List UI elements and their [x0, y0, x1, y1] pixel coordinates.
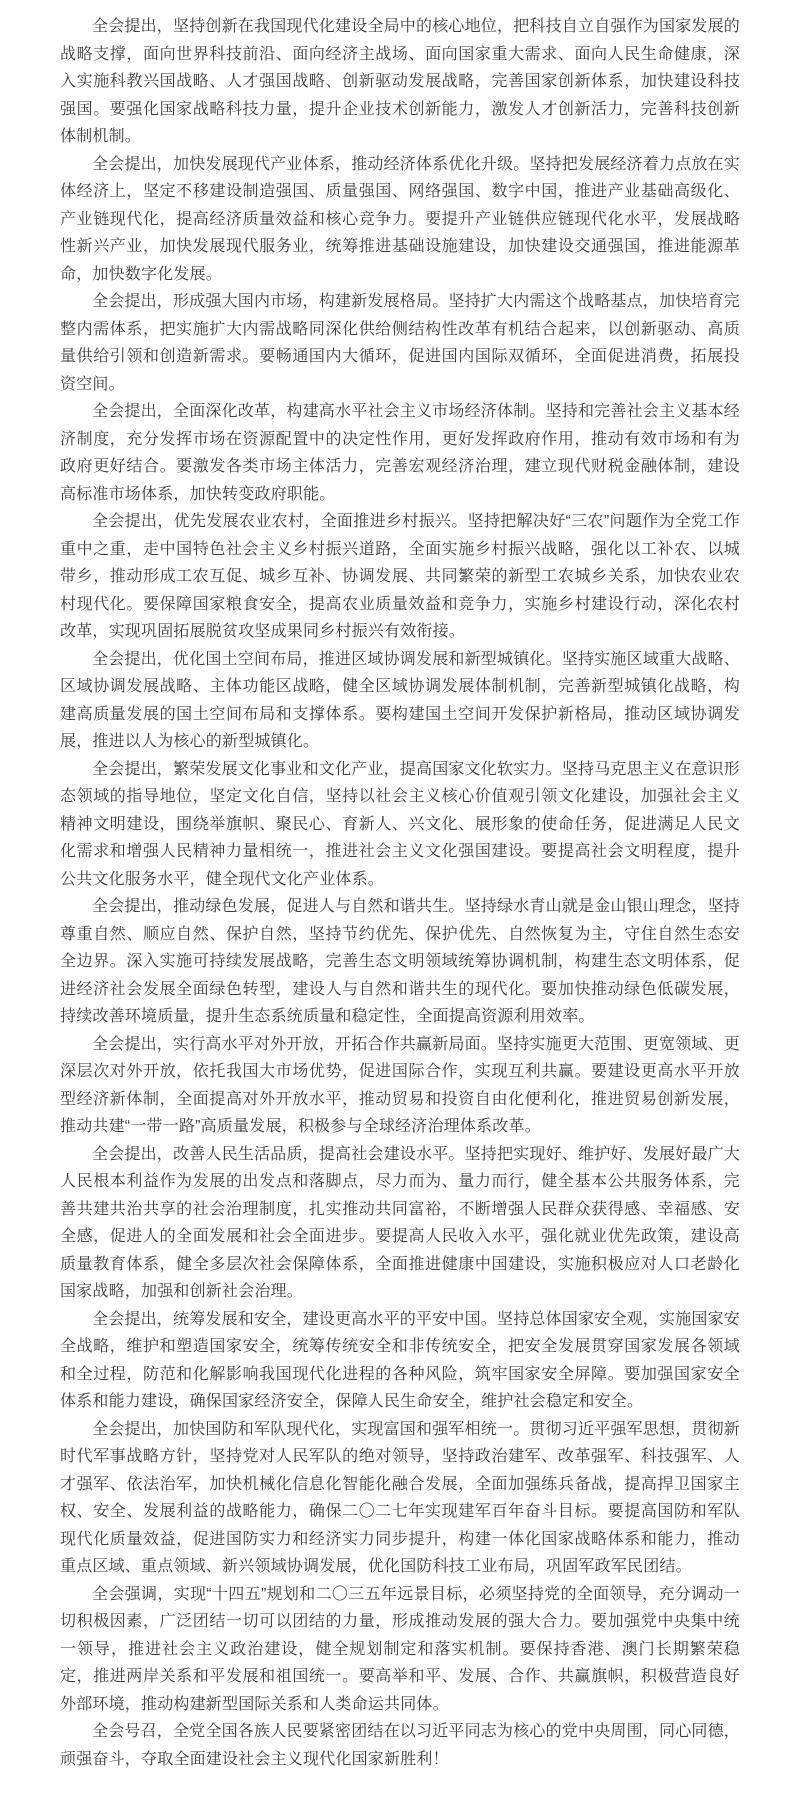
paragraph: 全会提出，实行高水平对外开放，开拓合作共赢新局面。坚持实施更大范围、更宽领域、更深层次对外开放，依托我国大市场优势，促进国际合作，实现互利共赢。要建设更高水平开放型经济新体制，全面提高对外开放水平，推动贸易和投资自由化便利化，推进贸易创新发展，推动共建“一带一路”高质量发展，积极参与全球经济治理体系改革。	[60, 1035, 741, 1135]
paragraph: 全会提出，坚持创新在我国现代化建设全局中的核心地位，把科技自立自强作为国家发展的战略支撑，面向世界科技前沿、面向经济主战场、面向国家重大需求、面向人民生命健康，深入实施科教兴国战略、人才强国战略、创新驱动发展战略，完善国家创新体系，加快建设科技强国。要强化国家战略科技力量，提升企业技术创新能力，激发人才创新活力，完善科技创新体制机制。	[60, 18, 741, 145]
paragraph: 全会提出，推动绿色发展，促进人与自然和谐共生。坚持绿水青山就是金山银山理念，坚持尊重自然、顺应自然、保护自然，坚持节约优先、保护优先、自然恢复为主，守住自然生态安全边界。深入实施可持续发展战略，完善生态文明领域统筹协调机制，构建生态文明体系，促进经济社会发展全面绿色转型，建设人与自然和谐共生的现代化。要加快推动绿色低碳发展，持续改善环境质量，提升生态系统质量和稳定性，全面提高资源利用效率。	[60, 898, 741, 1025]
paragraph: 全会提出，加快国防和军队现代化，实现富国和强军相统一。贯彻习近平强军思想，贯彻新时代军事战略方针，坚持党对人民军队的绝对领导，坚持政治建军、改革强军、科技强军、人才强军、依法治军，加快机械化信息化智能化融合发展，全面加强练兵备战，提高捍卫国家主权、安全、发展利益的战略能力，确保二〇二七年实现建军百年奋斗目标。要提高国防和军队现代化质量效益，促进国防实力和经济实力同步提升，构建一体化国家战略体系和能力，推动重点区域、重点领域、新兴领域协调发展，优化国防科技工业布局，巩固军政军民团结。	[60, 1420, 741, 1575]
paragraph: 全会提出，优化国土空间布局，推进区域协调发展和新型城镇化。坚持实施区域重大战略、区域协调发展战略、主体功能区战略，健全区域协调发展体制机制，完善新型城镇化战略，构建高质量发展的国土空间布局和支撑体系。要构建国土空间开发保护新格局，推动区域协调发展，推进以人为核心的新型城镇化。	[60, 650, 741, 750]
paragraph: 全会提出，改善人民生活品质，提高社会建设水平。坚持把实现好、维护好、发展好最广大人民根本利益作为发展的出发点和落脚点，尽力而为、量力而行，健全基本公共服务体系，完善共建共治共享的社会治理制度，扎实推动共同富裕，不断增强人民群众获得感、幸福感、安全感，促进人的全面发展和社会全面进步。要提高人民收入水平，强化就业优先政策，建设高质量教育体系，健全多层次社会保障体系，全面推进健康中国建设，实施积极应对人口老龄化国家战略，加强和创新社会治理。	[60, 1145, 741, 1300]
paragraph: 全会提出，形成强大国内市场，构建新发展格局。坚持扩大内需这个战略基点，加快培育完整内需体系，把实施扩大内需战略同深化供给侧结构性改革有机结合起来，以创新驱动、高质量供给引领和创造新需求。要畅通国内大循环，促进国内国际双循环，全面促进消费，拓展投资空间。	[60, 293, 741, 393]
paragraph: 全会提出，全面深化改革，构建高水平社会主义市场经济体制。坚持和完善社会主义基本经济制度，充分发挥市场在资源配置中的决定性作用，更好发挥政府作用，推动有效市场和有为政府更好结合。要激发各类市场主体活力，完善宏观经济治理，建立现代财税金融体制，建设高标准市场体系，加快转变政府职能。	[60, 403, 741, 503]
paragraph: 全会提出，繁荣发展文化事业和文化产业，提高国家文化软实力。坚持马克思主义在意识形态领域的指导地位，坚定文化自信，坚持以社会主义核心价值观引领文化建设，加强社会主义精神文明建设，围绕举旗帜、聚民心、育新人、兴文化、展形象的使命任务，促进满足人民文化需求和增强人民精神力量相统一，推进社会主义文化强国建设。要提高社会文明程度，提升公共文化服务水平，健全现代文化产业体系。	[60, 760, 741, 888]
paragraph: 全会强调，实现“十四五”规划和二〇三五年远景目标，必须坚持党的全面领导，充分调动一切积极因素，广泛团结一切可以团结的力量，形成推动发展的强大合力。要加强党中央集中统一领导，推进社会主义政治建设，健全规划制定和落实机制。要保持香港、澳门长期繁荣稳定，推进两岸关系和平发展和祖国统一。要高举和平、发展、合作、共赢旗帜，积极营造良好外部环境，推动构建新型国际关系和人类命运共同体。	[60, 1585, 740, 1713]
paragraph: 全会提出，统筹发展和安全，建设更高水平的平安中国。坚持总体国家安全观，实施国家安全战略，维护和塑造国家安全，统筹传统安全和非传统安全，把安全发展贯穿国家发展各领域和全过程，防范和化解影响我国现代化进程的各种风险，筑牢国家安全屏障。要加强国家安全体系和能力建设，确保国家经济安全，保障人民生命安全，维护社会稳定和安全。	[60, 1310, 741, 1410]
communique-body	[60, 13, 740, 1773]
paragraph: 全会号召，全党全国各族人民要紧密团结在以习近平同志为核心的党中央周围，同心同德，顽强奋斗，夺取全面建设社会主义现代化国家新胜利！	[60, 1723, 741, 1768]
paragraph: 全会提出，加快发展现代产业体系，推动经济体系优化升级。坚持把发展经济着力点放在实体经济上，坚定不移建设制造强国、质量强国、网络强国、数字中国，推进产业基础高级化、产业链现代化，提高经济质量效益和核心竞争力。要提升产业链供应链现代化水平，发展战略性新兴产业，加快发展现代服务业，统筹推进基础设施建设，加快建设交通强国，推进能源革命，加快数字化发展。	[60, 155, 741, 283]
paragraph: 全会提出，优先发展农业农村，全面推进乡村振兴。坚持把解决好“三农”问题作为全党工作重中之重，走中国特色社会主义乡村振兴道路，全面实施乡村振兴战略，强化以工补农、以城带乡，推动形成工农互促、城乡互补、协调发展、共同繁荣的新型工农城乡关系，加快农业农村现代化。要保障国家粮食安全，提高农业质量效益和竞争力，实施乡村建设行动，深化农村改革，实现巩固拓展脱贫攻坚成果同乡村振兴有效衔接。	[60, 513, 740, 640]
